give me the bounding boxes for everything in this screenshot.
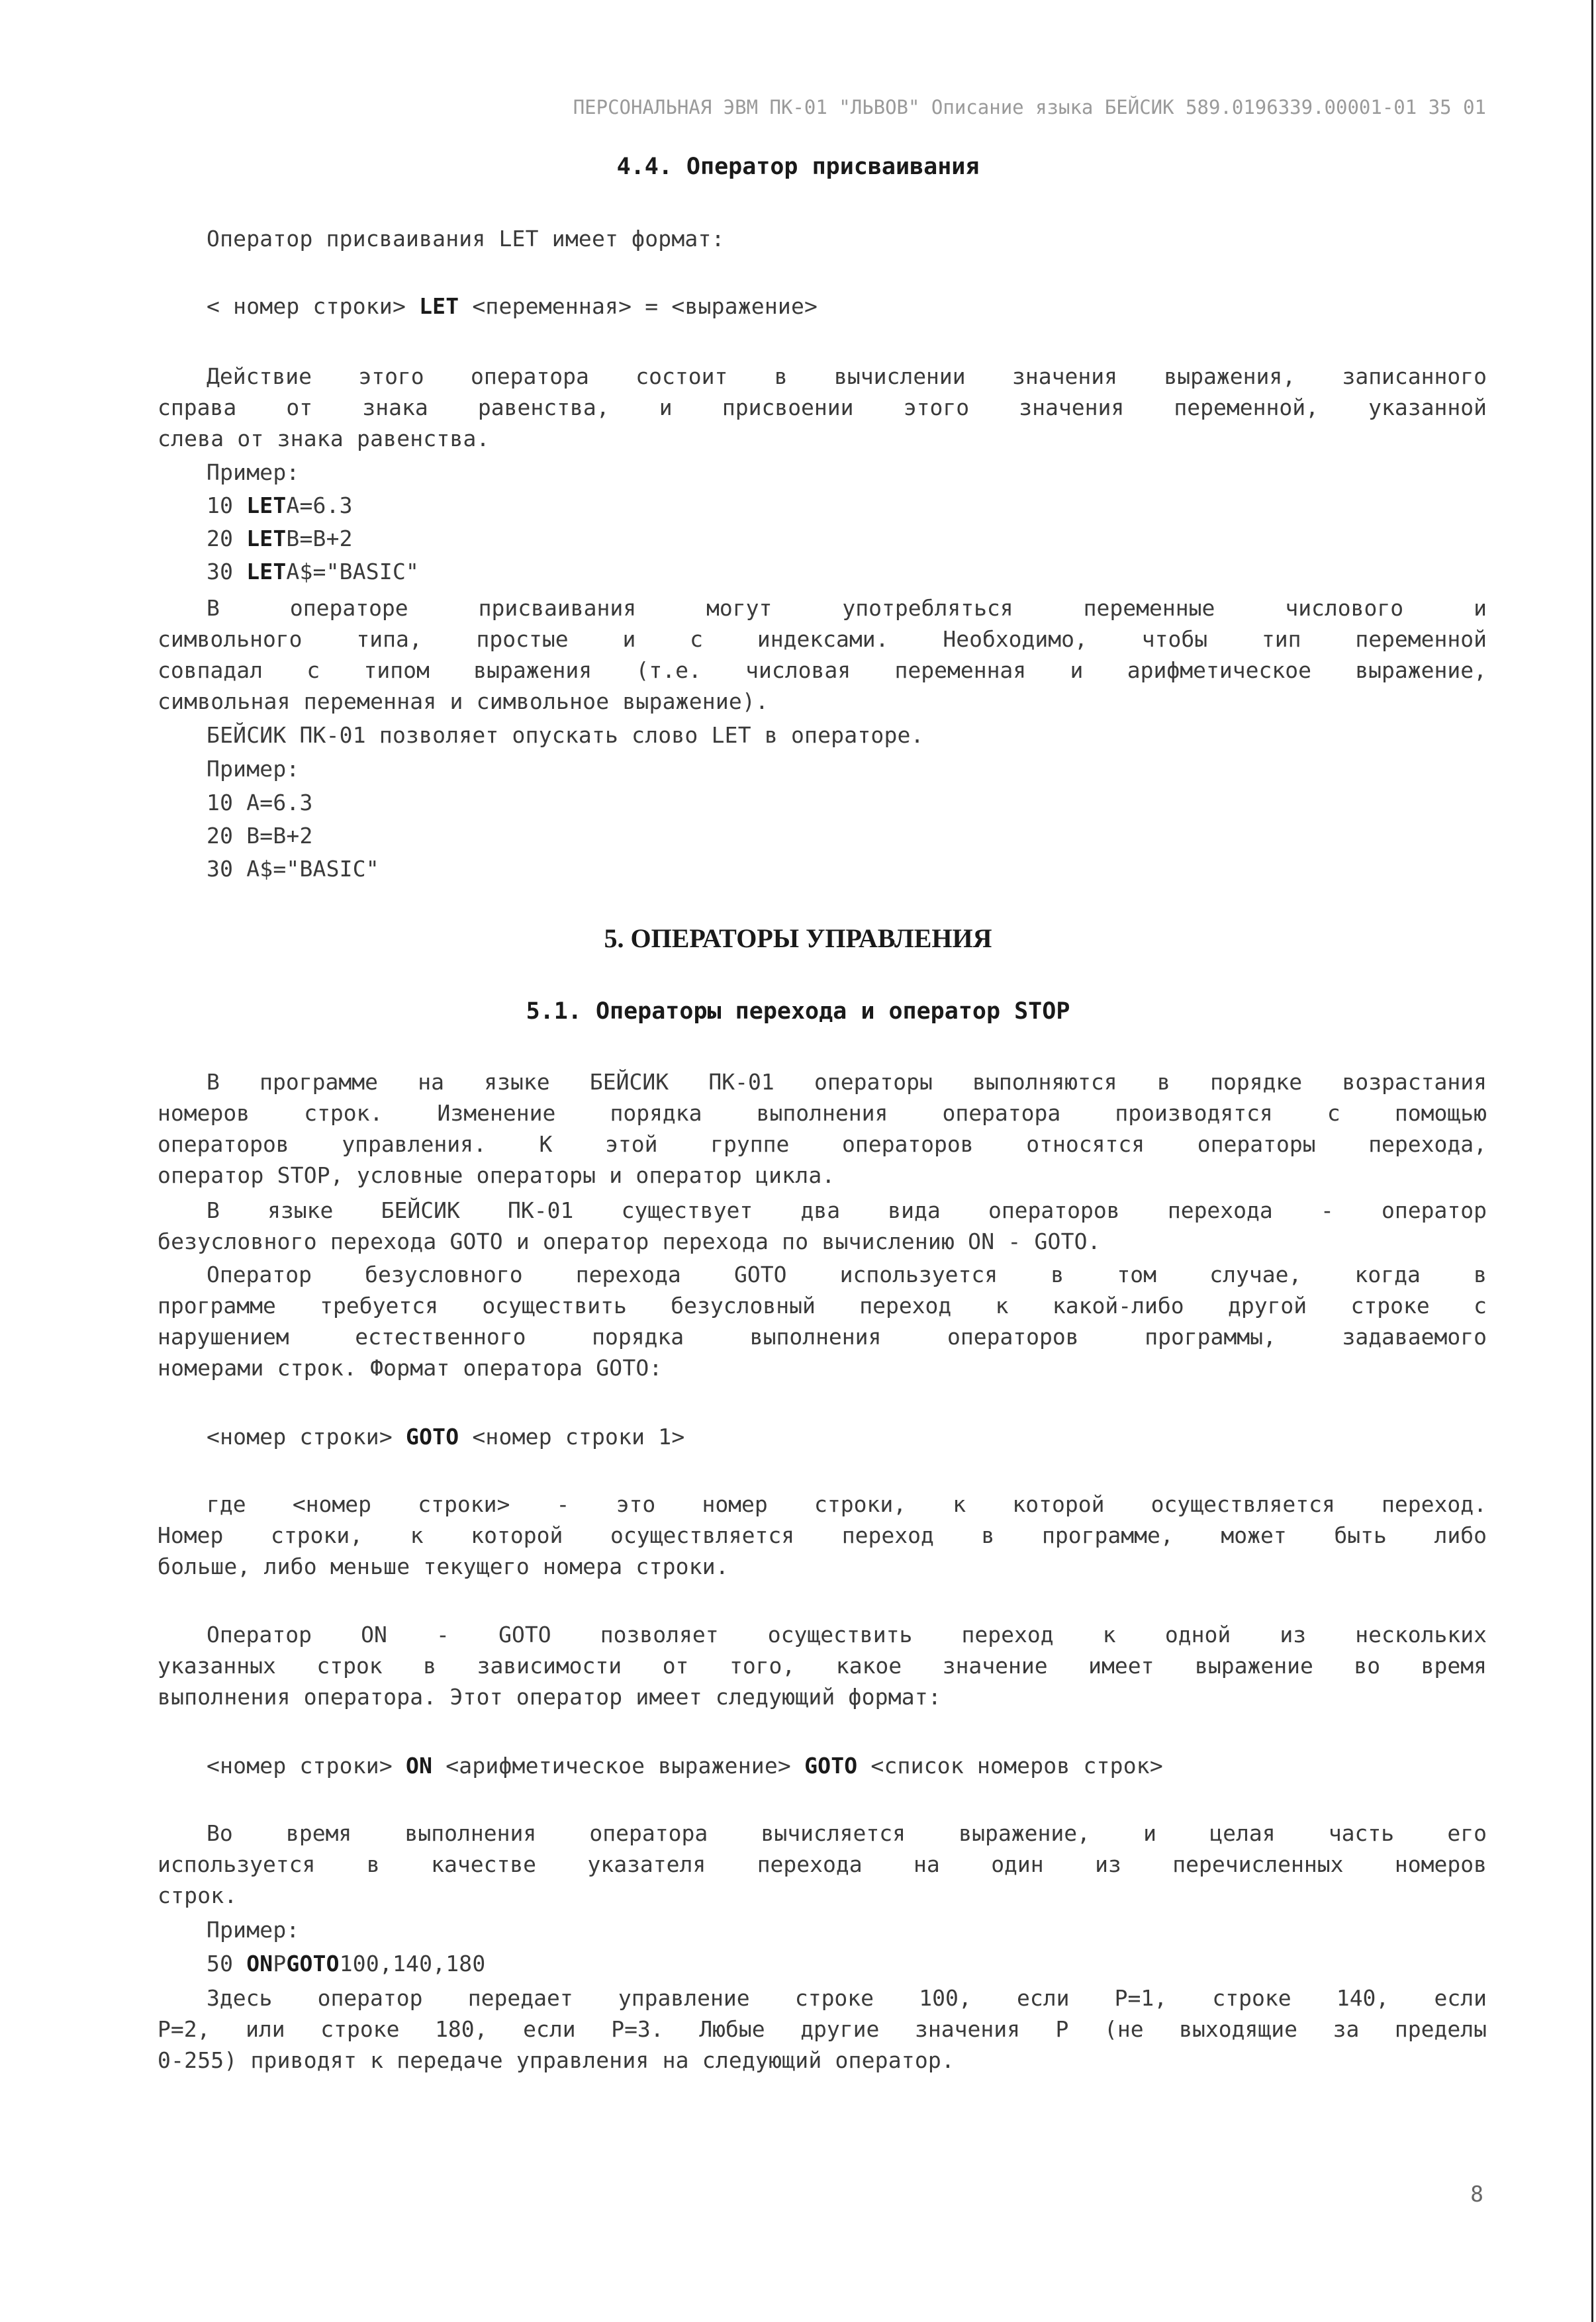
code-line: 50 ONPGOTO100,140,180 (207, 1951, 486, 1976)
code-line: 10 LETA=6.3 (207, 492, 353, 518)
paragraph-line: Номер строки, к которой осуществляется переход в программе, может быть либо (158, 1522, 1487, 1548)
paragraph-line: используется в качестве указателя перехода на один из перечисленных номеров (158, 1851, 1487, 1877)
paragraph-line: строк. (158, 1882, 238, 1908)
paragraph: БЕЙСИК ПК-01 позволяет опускать слово LET в операторе. (207, 722, 924, 748)
chapter-5-title: 5. ОПЕРАТОРЫ УПРАВЛЕНИЯ (604, 923, 992, 953)
paragraph-line: слева от знака равенства. (158, 426, 490, 451)
paragraph-line: В программе на языке БЕЙСИК ПК-01 операторы выполняются в порядке возрастания (207, 1069, 1487, 1095)
on-goto-format: <номер строки> ON <арифметическое выражение> GOTO <список номеров строк> (207, 1753, 1163, 1779)
paragraph-line: В языке БЕЙСИК ПК-01 существует два вида операторов перехода - оператор (207, 1197, 1487, 1223)
paragraph-line: В операторе присваивания могут употребляться переменные числового и (207, 595, 1487, 621)
paragraph-line: совпадал с типом выражения (т.е. числовая переменная и арифметическое выражение, (158, 657, 1487, 683)
paragraph-line: Во время выполнения оператора вычисляется выражение, и целая часть его (207, 1820, 1487, 1846)
code-line: 10 A=6.3 (207, 790, 313, 815)
paragraph-line: Действие этого оператора состоит в вычислении значения выражения, записанного (207, 363, 1487, 389)
example-label: Пример: (207, 1917, 300, 1943)
paragraph-line: оператор STOP, условные операторы и оператор цикла. (158, 1162, 835, 1188)
page-number: 8 (1470, 2181, 1483, 2207)
code-line: 30 LETA$="BASIC" (207, 559, 420, 584)
paragraph-line: операторов управления. К этой группе операторов относятся операторы перехода, (158, 1131, 1487, 1157)
paragraph-line: больше, либо меньше текущего номера строки. (158, 1554, 729, 1579)
paragraph-line: Оператор ON - GOTO позволяет осуществить переход к одной из нескольких (207, 1622, 1487, 1648)
running-header: ПЕРСОНАЛЬНАЯ ЭВМ ПК-01 "ЛЬВОВ" Описание языка БЕЙСИК 589.0196339.00001-01 35 01 (573, 96, 1486, 118)
code-line: 30 A$="BASIC" (207, 856, 379, 882)
paragraph-line: где <номер строки> - это номер строки, к которой осуществляется переход. (207, 1491, 1487, 1517)
example-label: Пример: (207, 459, 300, 485)
paragraph-line: номерами строк. Формат оператора GOTO: (158, 1355, 663, 1381)
paragraph-line: символьного типа, простые и с индексами. Необходимо, чтобы тип переменной (158, 626, 1487, 652)
paragraph-line: 0-255) приводят к передаче управления на следующий оператор. (158, 2047, 955, 2073)
paragraph-line: номеров строк. Изменение порядка выполнения оператора производятся с помощью (158, 1100, 1487, 1126)
page-edge-line (1591, 0, 1593, 2322)
goto-format: <номер строки> GOTO <номер строки 1> (207, 1424, 685, 1450)
paragraph-line: выполнения оператора. Этот оператор имеет следующий формат: (158, 1684, 941, 1710)
paragraph-line: P=2, или строке 180, если P=3. Любые другие значения P (не выходящие за пределы (158, 2016, 1487, 2042)
section-5-1-title: 5.1. Операторы перехода и оператор STOP (526, 998, 1070, 1025)
paragraph-line: нарушением естественного порядка выполнения операторов программы, задаваемого (158, 1324, 1487, 1350)
let-format: < номер строки> LET <переменная> = <выражение> (207, 293, 818, 319)
paragraph-line: Здесь оператор передает управление строке 100, если P=1, строке 140, если (207, 1985, 1487, 2011)
paragraph-line: символьная переменная и символьное выражение). (158, 688, 769, 714)
paragraph-line: безусловного перехода GOTO и оператор перехода по вычислению ON - GOTO. (158, 1229, 1101, 1254)
paragraph: Оператор присваивания LET имеет формат: (207, 226, 725, 252)
paragraph-line: Оператор безусловного перехода GOTO используется в том случае, когда в (207, 1262, 1487, 1287)
paragraph-line: справа от знака равенства, и присвоении этого значения переменной, указанной (158, 395, 1487, 420)
code-line: 20 B=B+2 (207, 823, 313, 849)
example-label: Пример: (207, 756, 300, 782)
paragraph-line: программе требуется осуществить безусловный переход к какой-либо другой строке с (158, 1293, 1487, 1319)
section-4-4-title: 4.4. Оператор присваивания (616, 154, 980, 180)
paragraph-line: указанных строк в зависимости от того, какое значение имеет выражение во время (158, 1653, 1487, 1679)
code-line: 20 LETB=B+2 (207, 526, 353, 551)
